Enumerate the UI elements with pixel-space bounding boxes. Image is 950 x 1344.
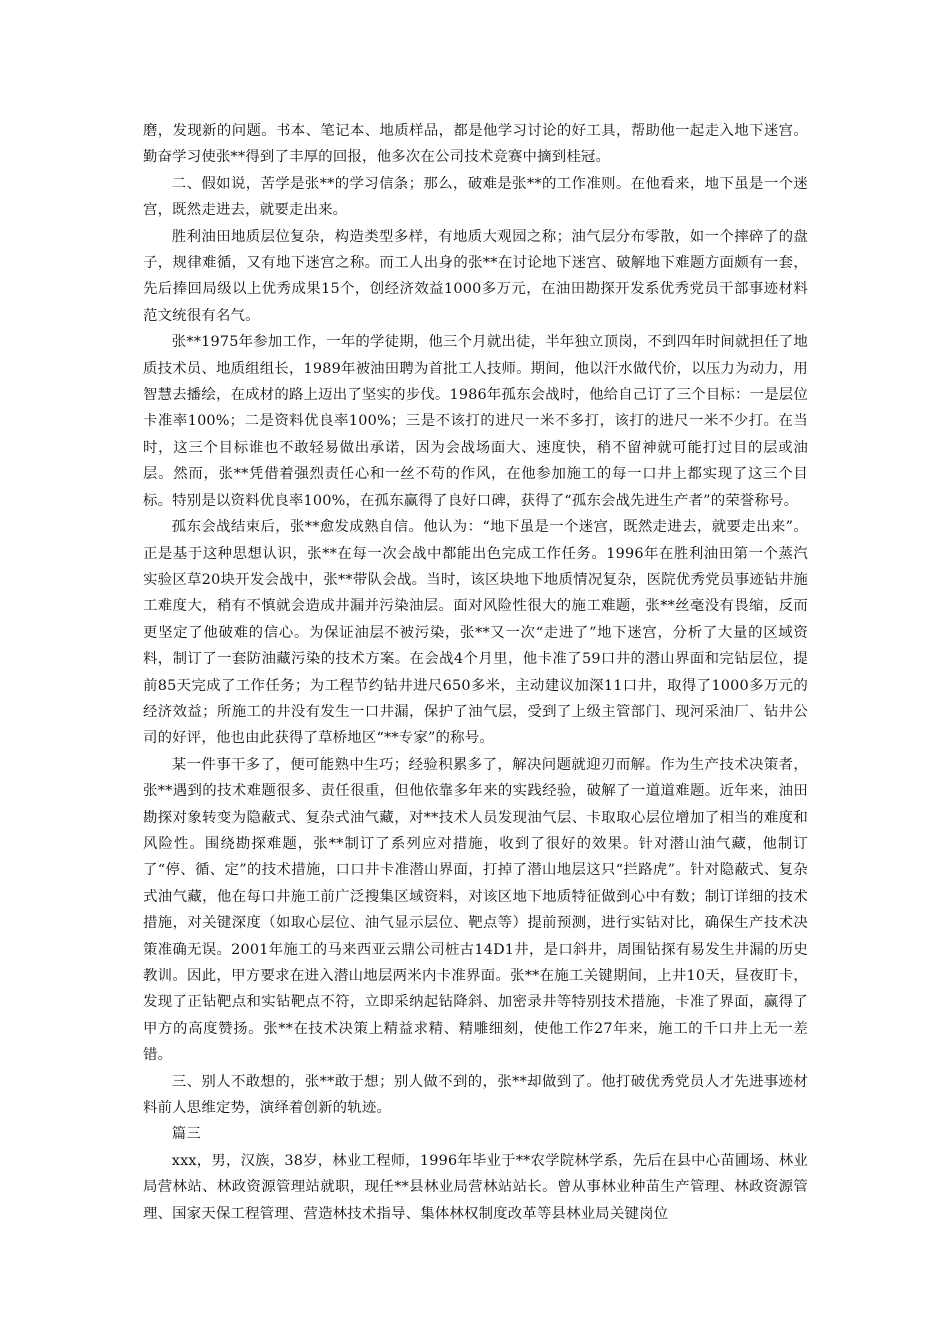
chapter-label: 篇三	[171, 1126, 201, 1143]
paragraph: 张**1975年参加工作，一年的学徒期，他三个月就出徒，半年独立顶岗，不到四年时间就担任了地质技术员、地质组组长，1989年被油田聘为首批工人技师。期间，他以汗水做代价，以压力为动力，用智慧去播绘，在成材的路上迈出了坚实的步伐。1986年孤东会战时，他给自己订了三个目标：一是层位卡准率100%；二是资料优良率100%；三是不该打的进尺一米不多打，该打的进尺一米不少打。在当时，这三个目标谁也不敢轻易做出承诺，因为会战场面大、速度快，稍不留神就可能打过目的层或油层。然而，张**凭借着强烈责任心和一丝不苟的作风，在他参加施工的每一口井上都实现了这三个目标。特别是以资料优良率100%，在孤东赢得了良好口碑，获得了“孤东会战先进生产者”的荣誉称号。	[143, 334, 808, 509]
paragraph: 孤东会战结束后，张**愈发成熟自信。他认为：“地下虽是一个迷宫，既然走进去，就要走出来”。正是基于这种思想认识，张**在每一次会战中都能出色完成工作任务。1996年在胜利油田第一个蒸汽实验区草20块开发会战中，张**带队会战。当时，该区块地下地质情况复杂，医院优秀党员事迹钻井施工难度大，稍有不慎就会造成井漏并污染油层。面对风险性很大的施工难题，张**丝毫没有畏缩，反而更坚定了他破难的信心。为保证油层不被污染，张**又一次“走进了”地下迷宫，分析了大量的区域资料，制订了一套防油藏污染的技术方案。在会战4个月里，他卡准了59口井的潜山界面和完钻层位，提前85天完成了工作任务；为工程节约钻井进尺650多米，主动建议加深11口井，取得了1000多万元的经济效益；所施工的井没有发生一口井漏，保护了油气层，受到了上级主管部门、现河采油厂、钻井公司的好评，他也由此获得了草桥地区“**专家”的称号。	[143, 519, 808, 747]
document-page	[143, 118, 808, 1227]
paragraph-continuation: 磨，发现新的问题。书本、笔记本、地质样品，都是他学习讨论的好工具，帮助他一起走入地下迷宫。勤奋学习使张**得到了丰厚的回报，他多次在公司技术竞赛中摘到桂冠。	[143, 123, 808, 166]
paragraph: 某一件事干多了，便可能熟中生巧；经验积累多了，解决问题就迎刃而解。作为生产技术决策者，张**遇到的技术难题很多、责任很重，但他依靠多年来的实践经验，破解了一道道难题。近年来，油田勘探对象转变为隐蔽式、复杂式油气藏，对**技术人员发现油气层、卡取取心层位增加了相当的难度和风险性。围绕勘探难题，张**制订了系列应对措施，收到了很好的效果。针对潜山油气藏，他制订了“停、循、定”的技术措施，口口井卡准潜山界面，打掉了潜山地层这只“拦路虎”。针对隐蔽式、复杂式油气藏，他在每口井施工前广泛搜集区域资料，对该区地下地质特征做到心中有数；制订详细的技术措施，对关键深度（如取心层位、油气显示层位、靶点等）提前预测，进行实钻对比，确保生产技术决策准确无误。2001年施工的马来西亚云鼎公司桩古14D1井，是口斜井，周围钻探有易发生井漏的历史教训。因此，甲方要求在进入潜山地层两米内卡准界面。张**在施工关键期间，上井10天，昼夜盯卡，发现了正钻靶点和实钻靶点不符，立即采纳起钻降斜、加密录井等特别技术措施，卡准了界面，赢得了甲方的高度赞扬。张**在技术决策上精益求精、精雕细刻，使他工作27年来，施工的千口井上无一差错。	[143, 756, 808, 1064]
paragraph: 胜利油田地质层位复杂，构造类型多样，有地质大观园之称；油气层分布零散，如一个摔碎了的盘子，规律难循，又有地下迷宫之称。而工人出身的张**在讨论地下迷宫、破解地下难题方面颇有一套，先后捧回局级以上优秀成果15个，创经济效益1000多万元，在油田勘探开发系优秀党员干部事迹材料范文统很有名气。	[143, 228, 808, 324]
section-heading-two: 二、假如说，苦学是张**的学习信条；那么，破难是张**的工作准则。在他看来，地下虽是一个迷宫，既然走进去，就要走出来。	[143, 175, 808, 219]
paragraph: xxx，男，汉族，38岁，林业工程师，1996年毕业于**农学院林学系，先后在县中心苗圃场、林业局营林站、林政资源管理站就职，现任**县林业局营林站站长。曾从事林业种苗生产管理、林政资源管理、国家天保工程管理、营造林技术指导、集体林权制度改革等县林业局关键岗位	[143, 1152, 808, 1222]
section-heading-three: 三、别人不敢想的，张**敢于想；别人做不到的，张**却做到了。他打破优秀党员人才先进事迹材料前人思维定势，演绎着创新的轨迹。	[143, 1073, 808, 1117]
